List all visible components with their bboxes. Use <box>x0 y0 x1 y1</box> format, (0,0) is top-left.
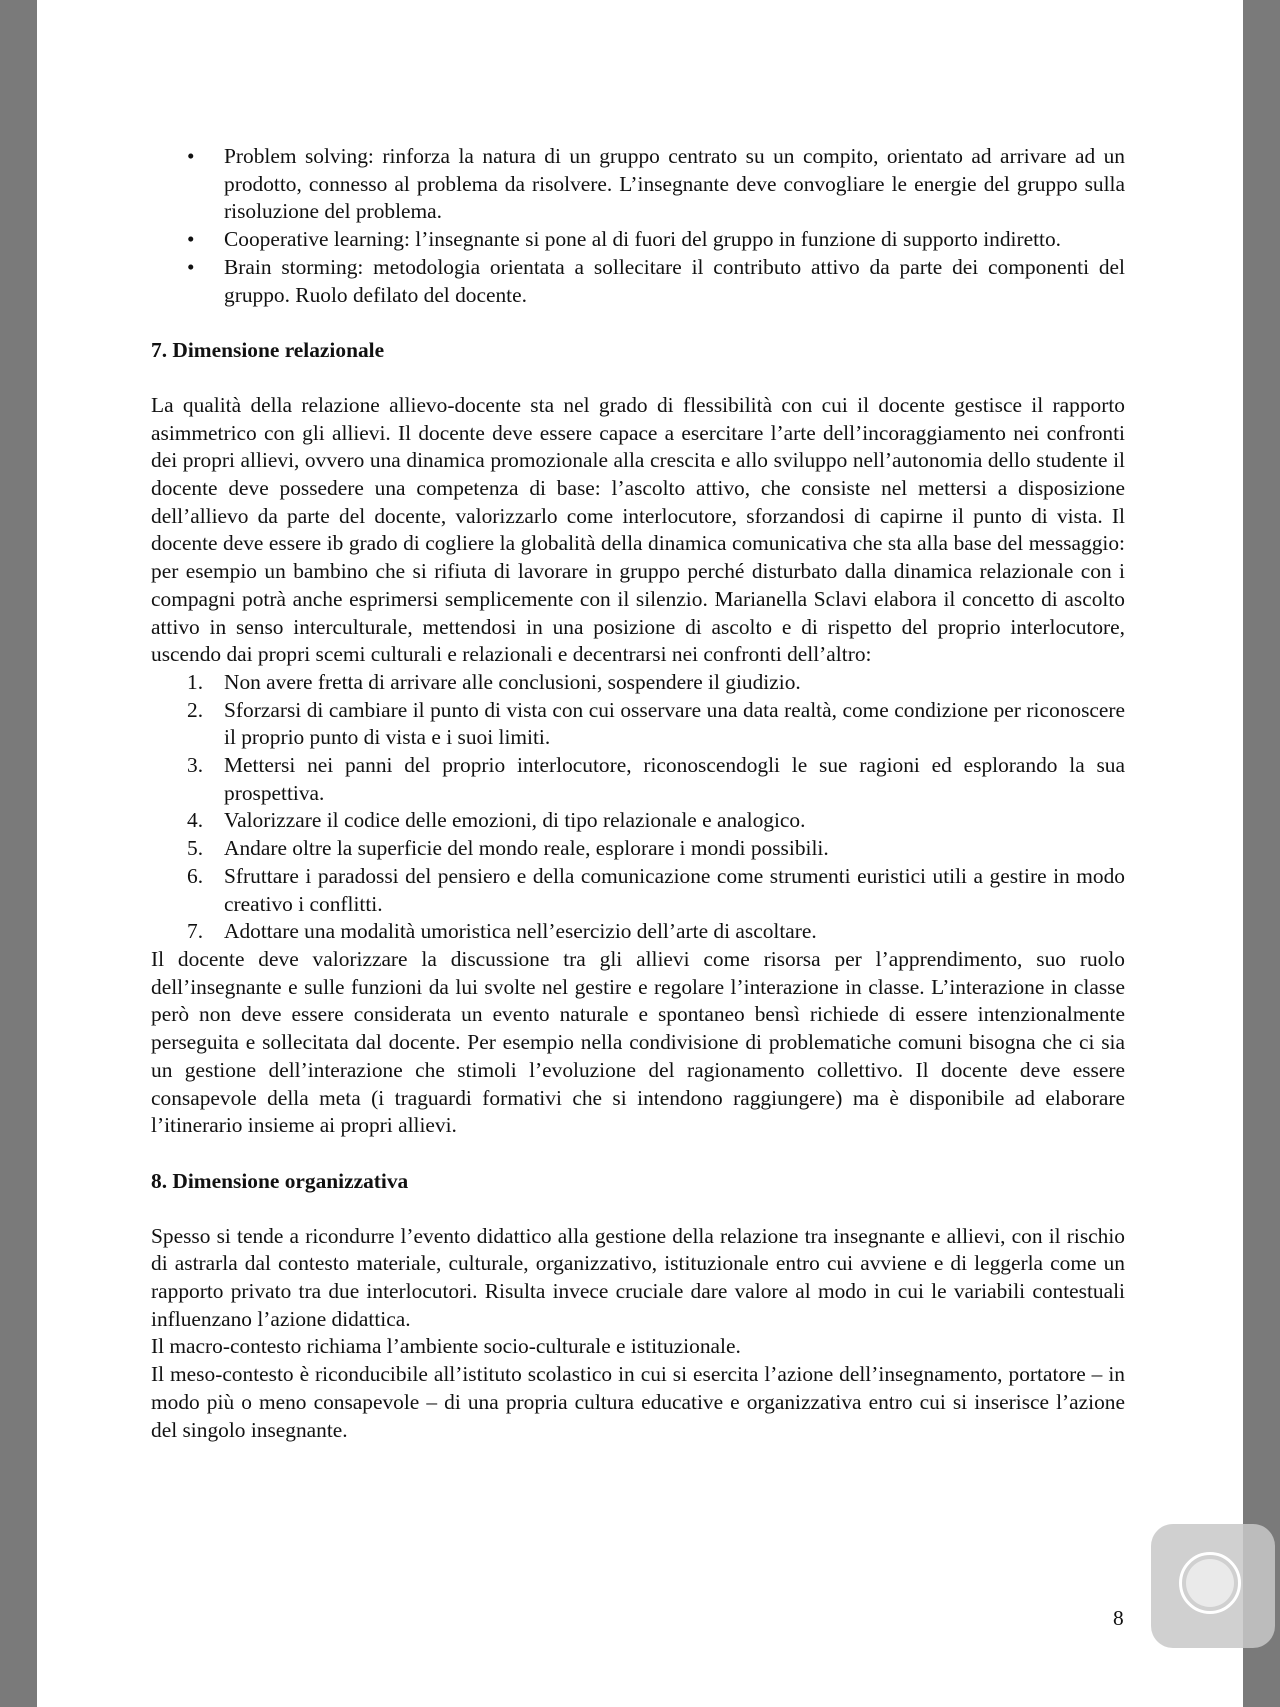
bullet-list <box>151 143 1125 309</box>
section-heading: 8. Dimensione organizzativa <box>151 1168 409 1193</box>
paragraph: Il docente deve valorizzare la discussione tra gli allievi come risorsa per l’apprendimento, suo ruolo dell’insegnante e sulle funzioni da lui svolte nel gestire e regolare l’interazione in classe. L’interazione in classe però non deve essere considerata un evento naturale e spontaneo bensì richiede di essere intenzionalmente perseguita e sollecitata dal docente. Per esempio nella condivisione di problematiche comuni bisogna che ci sia un gestione dell’interazione che stimoli l’evoluzione del ragionamento collettivo. Il docente deve essere consapevole della meta (i traguardi formativi che si intendono raggiungere) ma è disponibile ad elaborare l’itinerario insieme ai propri allievi. <box>151 946 1125 1138</box>
list-item: 4. Valorizzare il codice delle emozioni, di tipo relazionale e analogico. <box>187 808 806 833</box>
bullet-icon: • <box>187 144 195 168</box>
list-item: 2. Sforzarsi di cambiare il punto di vista con cui osservare una data realtà, come condizione per riconoscere il proprio punto di vista e i suoi limiti. <box>187 697 1125 750</box>
bullet-icon: • <box>187 254 195 279</box>
list-item: 6. Sfruttare i paradossi del pensiero e della comunicazione come strumenti euristici utili a gestire in modo creativo i conflitti. <box>187 863 1125 916</box>
list-item: • Brain storming: metodologia orientata a sollecitare il contributo attivo da parte dei componenti del gruppo. Ruolo defilato del docente. <box>187 254 1125 307</box>
numbered-list <box>151 669 1125 946</box>
document-page <box>37 0 1243 1707</box>
list-item: 1. Non avere fretta di arrivare alle conclusioni, sospendere il giudizio. <box>187 669 801 694</box>
list-item: • Cooperative learning: l’insegnante si pone al di fuori del gruppo in funzione di supporto indiretto. <box>151 226 1125 254</box>
section-heading: 7. Dimensione relazionale <box>151 338 385 363</box>
list-item: 5. Andare oltre la superficie del mondo reale, esplorare i mondi possibili. <box>187 836 829 861</box>
assistive-touch-button[interactable] <box>1151 1524 1275 1648</box>
paragraph: Spesso si tende a ricondurre l’evento didattico alla gestione della relazione tra insegnante e allievi, con il rischio di astrarla dal contesto materiale, culturale, organizzativo, istituzionale entro cui avviene e di leggerla come un rapporto privato tra due interlocutori. Risulta invece cruciale dare valore al modo in cui le variabili contestuali influenzano l’azione didattica. <box>151 1223 1125 1331</box>
paragraph: Il macro-contesto richiama l’ambiente socio-culturale e istituzionale. <box>151 1334 741 1359</box>
paragraph: La qualità della relazione allievo-docente sta nel grado di flessibilità con cui il docente gestisce il rapporto asimmetrico con gli allievi. Il docente deve essere capace a esercitare l’arte dell’incoraggiamento nei confronti dei propri allievi, ovvero una dinamica promozionale alla crescita e allo sviluppo nell’autonomia dello studente il docente deve possedere una competenza di base: l’ascolto attivo, che consiste nel mettersi a disposizione dell’allievo da parte del docente, valorizzarlo come interlocutore, sforzandosi di capirne il punto di vista. Il docente deve essere ib grado di cogliere la globalità della dinamica comunicativa che sta alla base del messaggio: per esempio un bambino che si rifiuta di lavorare in gruppo perché disturbato dalla dinamica relazionale con i compagni potrà anche esprimersi semplicemente con il silenzio. Marianella Sclavi elabora il concetto di ascolto attivo in senso interculturale, mettendosi in una posizione di ascolto e di rispetto del proprio interlocutore, uscendo dai propri scemi culturali e relazionali e decentrarsi nei confronti dell’altro: <box>151 392 1125 667</box>
paragraph: Il meso-contesto è riconducibile all’istituto scolastico in cui si esercita l’azione dell’insegnamento, portatore – in modo più o meno consapevole – di una propria cultura educative e organizzativa entro cui si inserisce l’azione del singolo insegnante. <box>151 1362 1125 1442</box>
list-item: 3. Mettersi nei panni del proprio interlocutore, riconoscendogli le sue ragioni ed esplorando la sua prospettiva. <box>187 753 1125 805</box>
list-item: 7. Adottare una modalità umoristica nell’esercizio dell’arte di ascoltare. <box>187 919 817 944</box>
page-content <box>151 143 1125 1444</box>
list-item: • Problem solving: rinforza la natura di un gruppo centrato su un compito, orientato ad arrivare ad un prodotto, connesso al problema da risolvere. L’insegnante deve convogliare le energie del gruppo sulla risoluzione del problema. <box>187 144 1125 224</box>
page-number: 8 <box>1113 1606 1124 1630</box>
bullet-icon: • <box>187 227 195 252</box>
